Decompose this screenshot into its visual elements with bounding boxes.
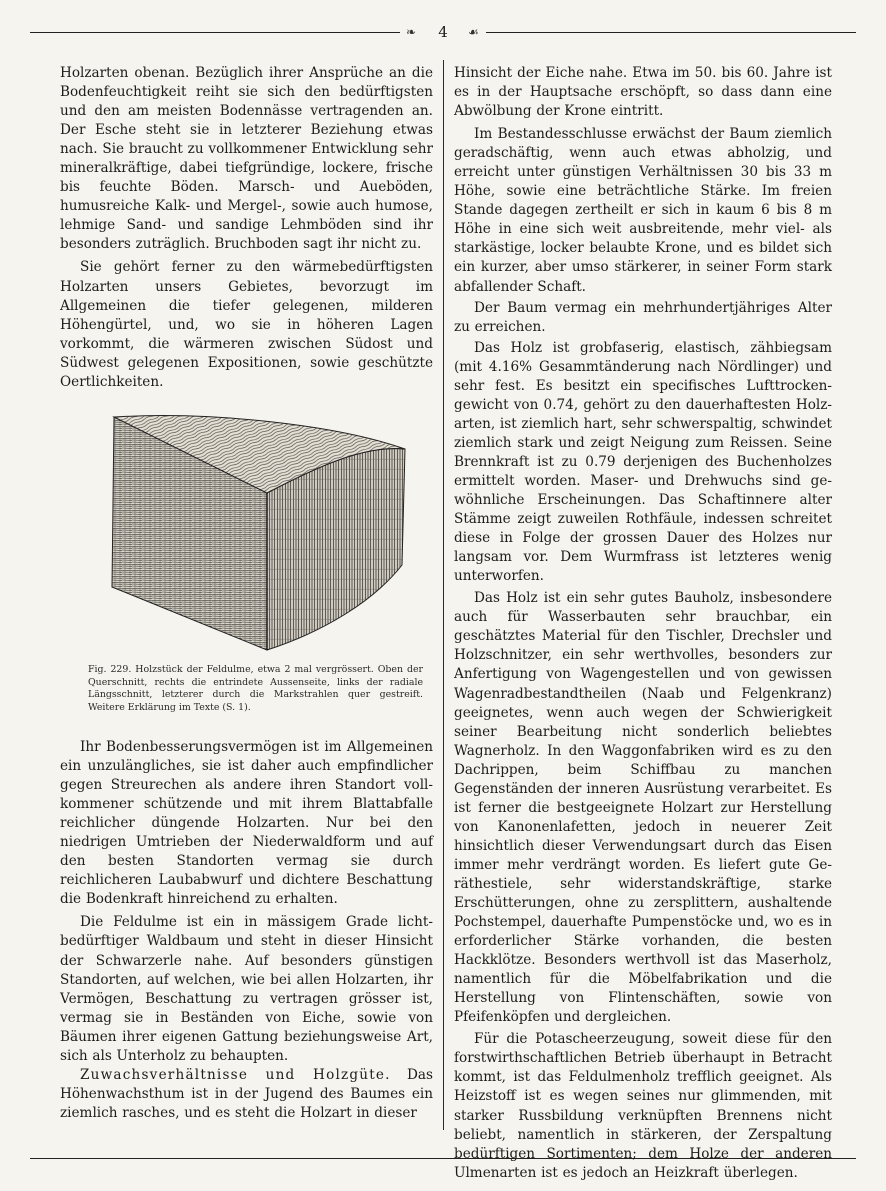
left-paragraph-3: Ihr Bodenbesserungsvermögen ist im Allgemeinen ein unzulängliches, sie ist daher auch empfindlicher gegen Streurechen als andere ihren Standort vollkommener schützende und mit ihrem Blattabfalle reichlicher düngende Holzarten. Nur bei den niedrigen Umtrieben der Niederwaldform und auf den besten Standorten vermag sie durch reichlicheren Laubabwurf und dichtere Beschattung die Bodenkraft hinreichend zu erhalten. bbox=[60, 739, 433, 908]
figure-caption: Fig. 229. Holzstück der Feldulme, etwa 2 mal vergrössert. Oben der Querschnitt, rechts die entrindete Aussenseite, links der radiale Längsschnitt, letzterer durch die Markstrahlen quer gestreift. Weitere Erklärung im Texte (S. 1). bbox=[88, 664, 423, 713]
wood-block-drawing bbox=[92, 405, 427, 653]
right-paragraph-2: Im Bestandesschlusse erwächst der Baum ziemlich geradschäftig, wenn auch etwas abholzig, und erreicht unter günstigen Verhältnissen 30 bis 33 m Höhe, sowie eine beträchtliche Stärke. Im freien Stande dagegen zertheilt er sich in kaum 6 bis 8 m Höhe in eine sich weit ausbreitende, mehr viel- als starkästige, locker belaubte Krone, und es bildet sich ein kurzer, aber umso stärkerer, in seiner Form stark abfallender Schaft. bbox=[454, 126, 832, 295]
right-paragraph-4: Das Holz ist grobfaserig, elastisch, zähbiegsam (mit 4.16% Gesammtänderung nach Nördlinger) und sehr fest. Es besitzt ein specifisches Lufttrockengewicht von 0.74, gehört zu den dauerhaftesten Holzarten, ist ziemlich hart, sehr schwerspaltig, schwindet ziemlich stark und zeigt Neigung zum Reissen. Seine Brennkraft ist zu 0.79 derjenigen des Buchenholzes ermittelt worden. Maser- und Drehwuchs sind gewöhnliche Erscheinungen. Das Schaftinnere alter Stämme zeigt zuweilen Rothfäule, indessen schreitet diese in Folge der grossen Dauer des Holzes nur langsam vor. Dem Wurmfrass ist letzteres wenig unterworfen. bbox=[454, 339, 833, 585]
header-ornament-left: ❧ bbox=[406, 25, 417, 39]
section-heading: Zuwachsverhältnisse und Holzgüte. bbox=[80, 1066, 391, 1083]
column-divider bbox=[443, 60, 444, 1130]
left-paragraph-2: Sie gehört ferner zu den wärmebedürftigsten Holzarten unsers Gebietes, bevorzugt im Allgemeinen die tiefer gelegenen, milderen Höhengürtel, und, wo sie in höheren Lagen vorkommt, die wärmeren zwischen Südost und Südwest gelegenen Expositionen, sowie geschützte Oertlichkeiten. bbox=[60, 259, 433, 390]
right-paragraph-1: Hinsicht der Eiche nahe. Etwa im 50. bis 60. Jahre ist es in der Hauptsache erschöpft, so dass dann eine Abwölbung der Krone eintritt. bbox=[454, 65, 832, 120]
left-column bbox=[60, 64, 433, 392]
page-header bbox=[30, 22, 856, 42]
right-paragraph-5: Das Holz ist ein sehr gutes Bauholz, insbesondere auch für Wasserbauten sehr brauchbar, ein geschätztes Material für den Tischler, Drechsler und Holzschnitzer, ein sehr werthvolles, besonders zur Anfertigung von Wagengestellen und von gewissen Wagenradbestandtheilen (Naab und Felgenkranz) geeignetes, wenn auch wegen der Schwierigkeit seiner Bearbeitung nicht sonderlich beliebtes Wagnerholz. In den Waggonfabriken wird es zu den Dachrippen, beim Schiffbau zu manchen Gegenständen der inneren Ausrüstung verarbeitet. Es ist ferner die bestgeeignete Holzart zur Herstellung von Kanonenlafetten, jedoch in neuerer Zeit hinsichtlich dieser Verwendungsart durch das Eisen immer mehr verdrängt worden. Es liefert gute Geräthestiele, sehr widerstandskräftige, starke Erschütterungen, ohne zu zersplittern, aushaltende Pochstempel, dauerhafte Pumpenstöcke und, wo es in erforderlicher Stärke vorhanden, die besten Hackklötze. Besonders werthvoll ist das Maserholz, namentlich für die Möbelfabrikation und die Herstellung von Flintenschäften, sowie von Pfeifenköpfen und dergleichen. bbox=[454, 590, 832, 1026]
left-paragraph-5 bbox=[60, 1066, 433, 1123]
left-paragraph-5-text: Das Höhenwachsthum ist in der Jugend des Baumes ein ziemlich rasches, und es steht die Holzart in dieser bbox=[60, 1066, 433, 1121]
left-paragraph-1: Holzarten obenan. Bezüglich ihrer Ansprüche an die Bodenfeuchtigkeit reiht sie sich den bedürftigsten und den am meisten Bodennässe vertragenden an. Der Esche steht sie in letzterer Beziehung etwas nach. Sie braucht zu vollkommener Entwicklung sehr mineralkräftige, dabei tiefgründige, lockere, frische bis feuchte Böden. Marsch- und Aueböden, humusreiche Kalk- und Mergel-, sowie auch humose, lehmige Sand- und sandige Lehmböden sind ihr besonders zuträglich. Bruchboden sagt ihr nicht zu. bbox=[60, 65, 433, 253]
header-ornament-right: ☙ bbox=[468, 25, 479, 39]
left-paragraph-4: Die Feldulme ist ein in mässigem Grade lichtbedürftiger Waldbaum und steht in dieser Hinsicht der Schwarzerle nahe. Auf besonders günstigen Standorten, auf welchen, wie bei allen Holzarten, ihr Vermögen, Beschattung zu vertragen grösser ist, vermag sie in Beständen von Eiche, sowie von Bäumen ihrer eigenen Gattung beziehungsweise Art, sich als Unterholz zu behaupten. bbox=[60, 914, 433, 1064]
bottom-rule bbox=[30, 1158, 856, 1159]
left-column-lower bbox=[60, 738, 433, 1123]
right-column bbox=[454, 64, 832, 1183]
right-paragraph-6: Für die Potascheerzeugung, soweit diese für den forstwirthschaftlichen Betrieb überhaupt in Betracht kommt, ist das Feldulmenholz trefflich geeignet. Als Heizstoff ist es wegen seines nur glimmenden, mit starker Russbildung verknüpften Brennens nicht beliebt, namentlich in stärkeren, der Zerspaltung bedürftigen Sortimenten; dem Holze der anderen Ulmenarten ist es jedoch an Heizkraft überlegen. bbox=[454, 1031, 832, 1181]
right-paragraph-3: Der Baum vermag ein mehrhundertjähriges Alter zu erreichen. bbox=[454, 299, 832, 335]
wood-block-illustration bbox=[92, 405, 427, 653]
header-rule-right bbox=[486, 32, 856, 33]
header-rule-left bbox=[30, 32, 400, 33]
page-number: 4 bbox=[438, 23, 448, 41]
